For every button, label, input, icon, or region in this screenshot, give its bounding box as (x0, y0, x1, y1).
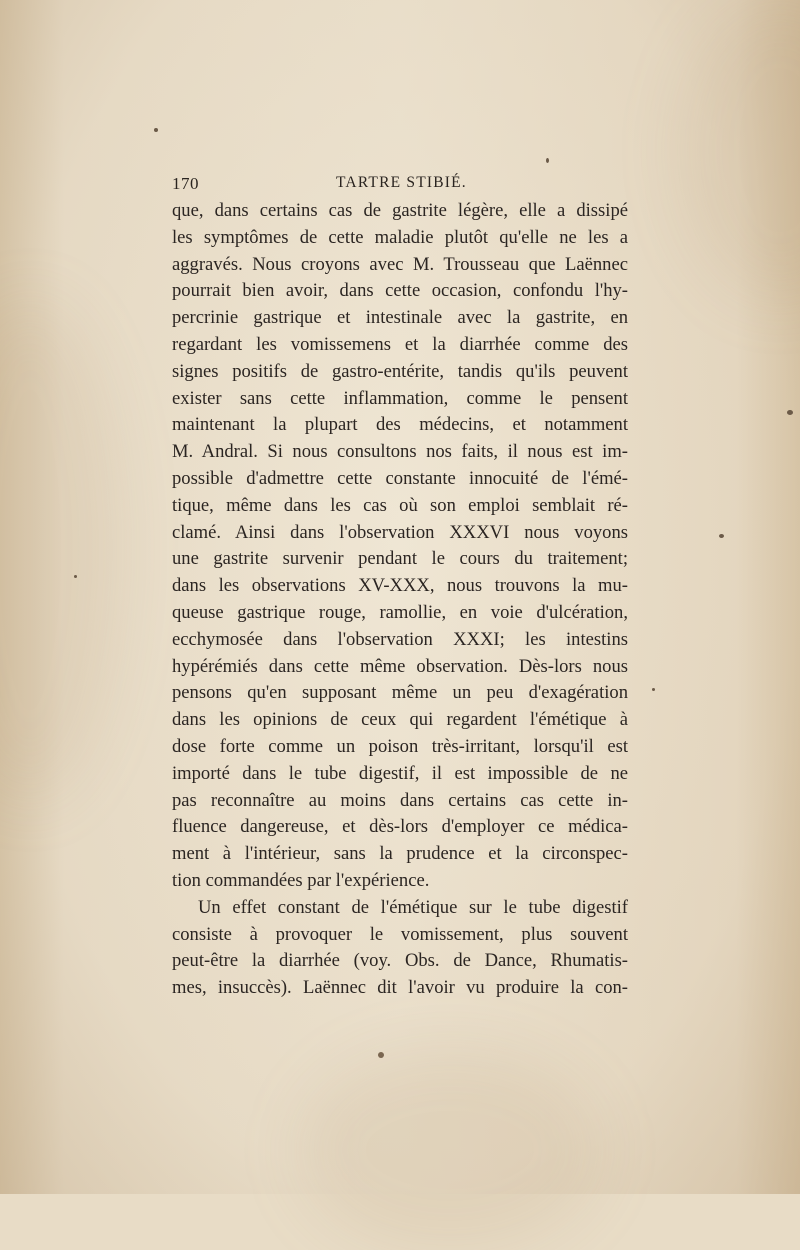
text-line: exister sans cette inflammation, comme le pensent (172, 387, 628, 409)
text-line: regardant les vomissemens et la diarrhée comme des (172, 333, 628, 355)
text-line: que, dans certains cas de gastrite légère, elle a dissipé (172, 200, 628, 221)
text-line: peut-être la diarrhée (voy. Obs. de Dance, Rhumatis- (172, 950, 628, 972)
text-line: fluence dangereuse, et dès-lors d'employer ce médica- (172, 816, 628, 838)
text-line: importé dans le tube digestif, il est impossible de ne (172, 762, 628, 784)
page-header (172, 174, 628, 198)
text-line: ment à l'intérieur, sans la prudence et la circonspec- (172, 843, 628, 865)
text-line: aggravés. Nous croyons avec M. Trousseau que Laënnec (172, 253, 628, 275)
running-title: TARTRE STIBIÉ. (336, 174, 467, 191)
text-line: clamé. Ainsi dans l'observation XXXVI nous voyons (172, 521, 628, 543)
paragraph (172, 198, 628, 895)
text-line: ecchymosée dans l'observation XXXI; les intestins (172, 628, 628, 650)
text-line: possible d'admettre cette constante innocuité de l'émé- (172, 467, 628, 489)
ink-speck (378, 1052, 384, 1058)
paragraph (172, 895, 628, 1002)
text-line: tique, même dans les cas où son emploi semblait ré- (172, 494, 628, 516)
ink-speck (787, 410, 793, 415)
body-text (172, 198, 628, 1002)
text-line: dans les opinions de ceux qui regardent l'émétique à (172, 709, 628, 731)
text-line: M. Andral. Si nous consultons nos faits, il nous est im- (172, 441, 628, 463)
ink-speck (74, 575, 77, 578)
text-line: tion commandées par l'expérience. (172, 869, 430, 891)
text-line: hypérémiés dans cette même observation. Dès-lors nous (172, 655, 628, 677)
text-line: dose forte comme un poison très-irritant, lorsqu'il est (172, 735, 628, 757)
text-line: maintenant la plupart des médecins, et notamment (172, 414, 628, 436)
text-line: les symptômes de cette maladie plutôt qu'elle ne les a (172, 226, 628, 248)
ink-speck (546, 158, 549, 163)
ink-speck (719, 534, 724, 538)
page-number: 170 (172, 174, 199, 193)
text-line: dans les observations XV-XXX, nous trouvons la mu- (172, 575, 628, 597)
text-line: percrinie gastrique et intestinale avec la gastrite, en (172, 307, 628, 329)
text-line: pourrait bien avoir, dans cette occasion, confondu l'hy- (172, 280, 628, 302)
text-line: signes positifs de gastro-entérite, tandis qu'ils peuvent (172, 360, 628, 382)
text-line: queuse gastrique rouge, ramollie, en voie d'ulcération, (172, 601, 628, 623)
text-line: mes, insuccès). Laënnec dit l'avoir vu produire la con- (172, 977, 628, 999)
ink-speck (154, 128, 158, 132)
text-line: consiste à provoquer le vomissement, plus souvent (172, 923, 628, 945)
paper-stain (300, 1050, 600, 1250)
text-line: une gastrite survenir pendant le cours du traitement; (172, 548, 628, 570)
paper-stain (680, 0, 800, 300)
text-line: pas reconnaître au moins dans certains cas cette in- (172, 789, 628, 811)
text-line: pensons qu'en supposant même un peu d'exagération (172, 682, 628, 704)
paper-stain (0, 300, 120, 800)
text-line: Un effet constant de l'émétique sur le tube digestif (198, 896, 628, 918)
ink-speck (652, 688, 655, 691)
